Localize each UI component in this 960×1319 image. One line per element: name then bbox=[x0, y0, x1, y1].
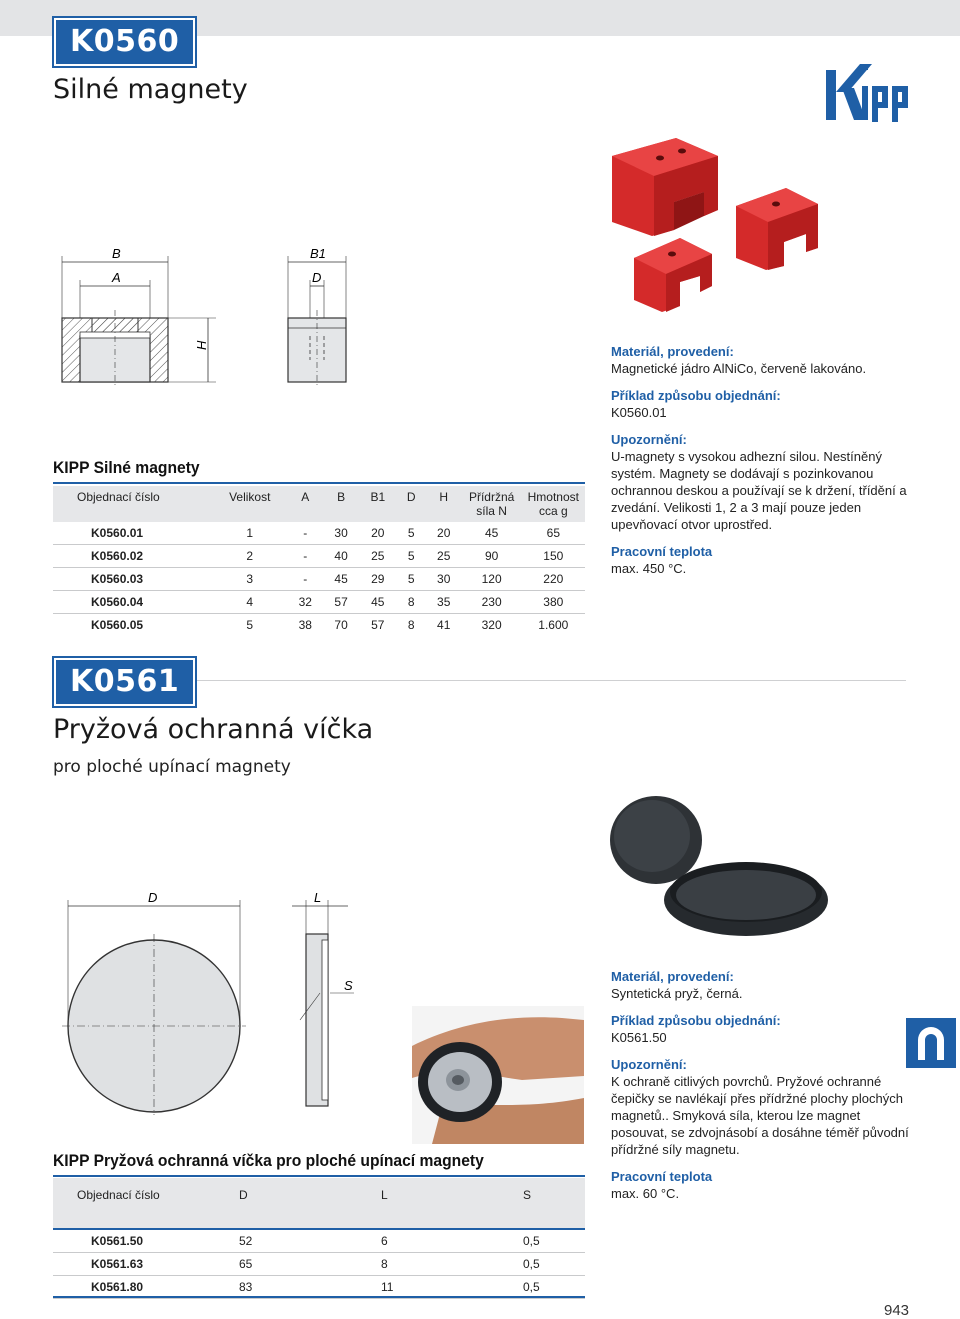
cell: 41 bbox=[437, 618, 451, 632]
cell: 1 bbox=[212, 522, 287, 545]
k0561-header-table bbox=[53, 1184, 585, 1206]
cell: 11 bbox=[375, 1276, 517, 1299]
cell: 20 bbox=[359, 522, 397, 545]
cell: 2 bbox=[212, 545, 287, 568]
material-label: Materiál, provedení: bbox=[611, 344, 734, 359]
material-label: Materiál, provedení: bbox=[611, 969, 734, 984]
cell: 57 bbox=[323, 591, 359, 614]
cell: 120 bbox=[462, 568, 522, 591]
cell: 5 bbox=[397, 522, 426, 545]
k0561-info bbox=[611, 968, 911, 1202]
cell: 30 bbox=[323, 522, 359, 545]
cell: 6 bbox=[375, 1230, 517, 1253]
table-row bbox=[53, 1230, 585, 1253]
col-b1: B1 bbox=[359, 486, 397, 522]
cell: 0,5 bbox=[517, 1276, 585, 1299]
red-magnets-photo bbox=[600, 130, 840, 315]
cell: K0560.05 bbox=[91, 618, 144, 632]
cell: 5 bbox=[397, 568, 426, 591]
temperature-text: max. 450 °C. bbox=[611, 561, 687, 576]
cell: 1.600 bbox=[538, 618, 569, 632]
section-title: Pryžová ochranná víčka bbox=[53, 714, 374, 745]
cell: K0561.50 bbox=[53, 1230, 233, 1253]
order-example-label: Příklad způsobu objednání: bbox=[611, 388, 781, 403]
cell: 0,5 bbox=[517, 1253, 585, 1276]
temperature-label: Pracovní teplota bbox=[611, 544, 713, 559]
product-code-box bbox=[52, 16, 197, 68]
order-example-text: K0561.50 bbox=[611, 1030, 667, 1045]
cell: 5 bbox=[246, 618, 254, 632]
cell: 65 bbox=[522, 522, 585, 545]
cell: 3 bbox=[212, 568, 287, 591]
table-row bbox=[53, 1253, 585, 1276]
cell: 90 bbox=[462, 545, 522, 568]
order-example-label: Příklad způsobu objednání: bbox=[611, 1013, 781, 1028]
cell: - bbox=[287, 522, 323, 545]
cell: 57 bbox=[371, 618, 385, 632]
cell: 8 bbox=[397, 591, 426, 614]
cell: 5 bbox=[397, 545, 426, 568]
k0561-spec-table bbox=[53, 1230, 585, 1299]
cell: 52 bbox=[233, 1230, 375, 1253]
note-text: U-magnety s vysokou adhezní silou. Nestíněný systém. Magnety se dodávají s pozinkovanou ochrannou deskou a používají se k držení, třídění a zvedání. Velikosti 1, 2 a 3 mají pouze jeden upevňovací otvor uprostřed. bbox=[611, 449, 907, 532]
table-row bbox=[53, 545, 585, 568]
cell: 65 bbox=[233, 1253, 375, 1276]
cell: 4 bbox=[212, 591, 287, 614]
cell: 30 bbox=[426, 568, 462, 591]
table-header-row bbox=[53, 486, 585, 522]
dim-h: H bbox=[194, 340, 209, 350]
col-size: Velikost bbox=[212, 486, 287, 522]
magnet-symbol-icon bbox=[906, 1018, 956, 1068]
k0560-info bbox=[611, 343, 911, 577]
col-weight: Hmotnost cca g bbox=[522, 486, 585, 522]
dim-l: L bbox=[314, 890, 322, 905]
col-holding-force: Přídržná síla N bbox=[462, 486, 522, 522]
product-code: K0560 bbox=[56, 20, 193, 64]
page-title: Silné magnety bbox=[53, 74, 248, 105]
cap-technical-drawing bbox=[52, 890, 372, 1115]
table-bottom-rule bbox=[53, 1296, 585, 1298]
col-l: L bbox=[381, 1188, 388, 1202]
kipp-logo bbox=[824, 58, 910, 124]
cell: 8 bbox=[407, 618, 415, 632]
col-d: D bbox=[239, 1188, 248, 1202]
cell: 150 bbox=[522, 545, 585, 568]
cell: 32 bbox=[287, 591, 323, 614]
dim-d: D bbox=[148, 890, 158, 905]
table-row bbox=[53, 591, 585, 614]
col-s: S bbox=[523, 1188, 532, 1202]
dim-b1: B1 bbox=[310, 246, 326, 261]
cell: K0561.63 bbox=[53, 1253, 233, 1276]
cell: 38 bbox=[298, 618, 312, 632]
temperature-label: Pracovní teplota bbox=[611, 1169, 713, 1184]
cell: 230 bbox=[462, 591, 522, 614]
cell: 83 bbox=[233, 1276, 375, 1299]
cell: - bbox=[287, 568, 323, 591]
table-header-row bbox=[53, 1184, 585, 1206]
k0560-table-title: KIPP Silné magnety bbox=[53, 458, 200, 477]
table-row bbox=[53, 568, 585, 591]
cell: K0560.04 bbox=[53, 591, 212, 614]
cell: 70 bbox=[334, 618, 348, 632]
cell: 29 bbox=[359, 568, 397, 591]
table-row bbox=[53, 614, 585, 637]
cell: 35 bbox=[426, 591, 462, 614]
k0560-spec-table bbox=[53, 486, 585, 636]
col-a: A bbox=[287, 486, 323, 522]
dim-s: S bbox=[344, 978, 353, 993]
note-label: Upozornění: bbox=[611, 432, 687, 447]
section-subtitle: pro ploché upínací magnety bbox=[53, 757, 291, 777]
col-order-number: Objednací číslo bbox=[53, 486, 212, 522]
cell: K0560.01 bbox=[53, 522, 212, 545]
cell: K0561.80 bbox=[53, 1276, 233, 1299]
col-order-number: Objednací číslo bbox=[77, 1188, 160, 1202]
product-code-2: K0561 bbox=[56, 660, 193, 704]
cell: 8 bbox=[375, 1253, 517, 1276]
temperature-text: max. 60 °C. bbox=[611, 1186, 680, 1201]
cell: 320 bbox=[481, 618, 502, 632]
note-label: Upozornění: bbox=[611, 1057, 687, 1072]
dim-d: D bbox=[312, 270, 322, 285]
dim-b: B bbox=[112, 246, 121, 261]
page-number: 943 bbox=[884, 1302, 910, 1319]
product-code-box-2 bbox=[52, 656, 197, 708]
cell: 45 bbox=[323, 568, 359, 591]
cell: 20 bbox=[426, 522, 462, 545]
cell: 25 bbox=[426, 545, 462, 568]
material-text: Syntetická pryž, černá. bbox=[611, 986, 743, 1001]
cell: 45 bbox=[462, 522, 522, 545]
cell: - bbox=[287, 545, 323, 568]
cell: 220 bbox=[522, 568, 585, 591]
col-d: D bbox=[397, 486, 426, 522]
dim-a: A bbox=[112, 270, 121, 285]
table-top-rule bbox=[53, 482, 585, 484]
order-example-text: K0560.01 bbox=[611, 405, 667, 420]
table-top-rule-2 bbox=[53, 1175, 585, 1177]
col-h: H bbox=[426, 486, 462, 522]
section-divider bbox=[180, 680, 906, 681]
cell: 25 bbox=[359, 545, 397, 568]
magnet-technical-drawing bbox=[50, 240, 370, 390]
material-text: Magnetické jádro AlNiCo, červeně lakováno. bbox=[611, 361, 867, 376]
cell: 380 bbox=[522, 591, 585, 614]
k0561-table-title: KIPP Pryžová ochranná víčka pro ploché upínací magnety bbox=[53, 1151, 484, 1170]
table-row bbox=[53, 522, 585, 545]
rubber-caps-photo bbox=[606, 792, 830, 950]
cell: 40 bbox=[323, 545, 359, 568]
note-text: K ochraně citlivých povrchů. Pryžové ochranné čepičky se navlékají přes přídržné plochy plochých magnetů.. Smyková síla, kterou lze magnet posouvat, se zdvojnásobí a dosáhne téměř původní přídržné síly magnetu. bbox=[611, 1074, 909, 1157]
cell: K0560.03 bbox=[53, 568, 212, 591]
cell: 0,5 bbox=[517, 1230, 585, 1253]
cell: K0560.02 bbox=[53, 545, 212, 568]
hands-photo bbox=[412, 1006, 584, 1144]
col-b: B bbox=[323, 486, 359, 522]
cell: 45 bbox=[359, 591, 397, 614]
